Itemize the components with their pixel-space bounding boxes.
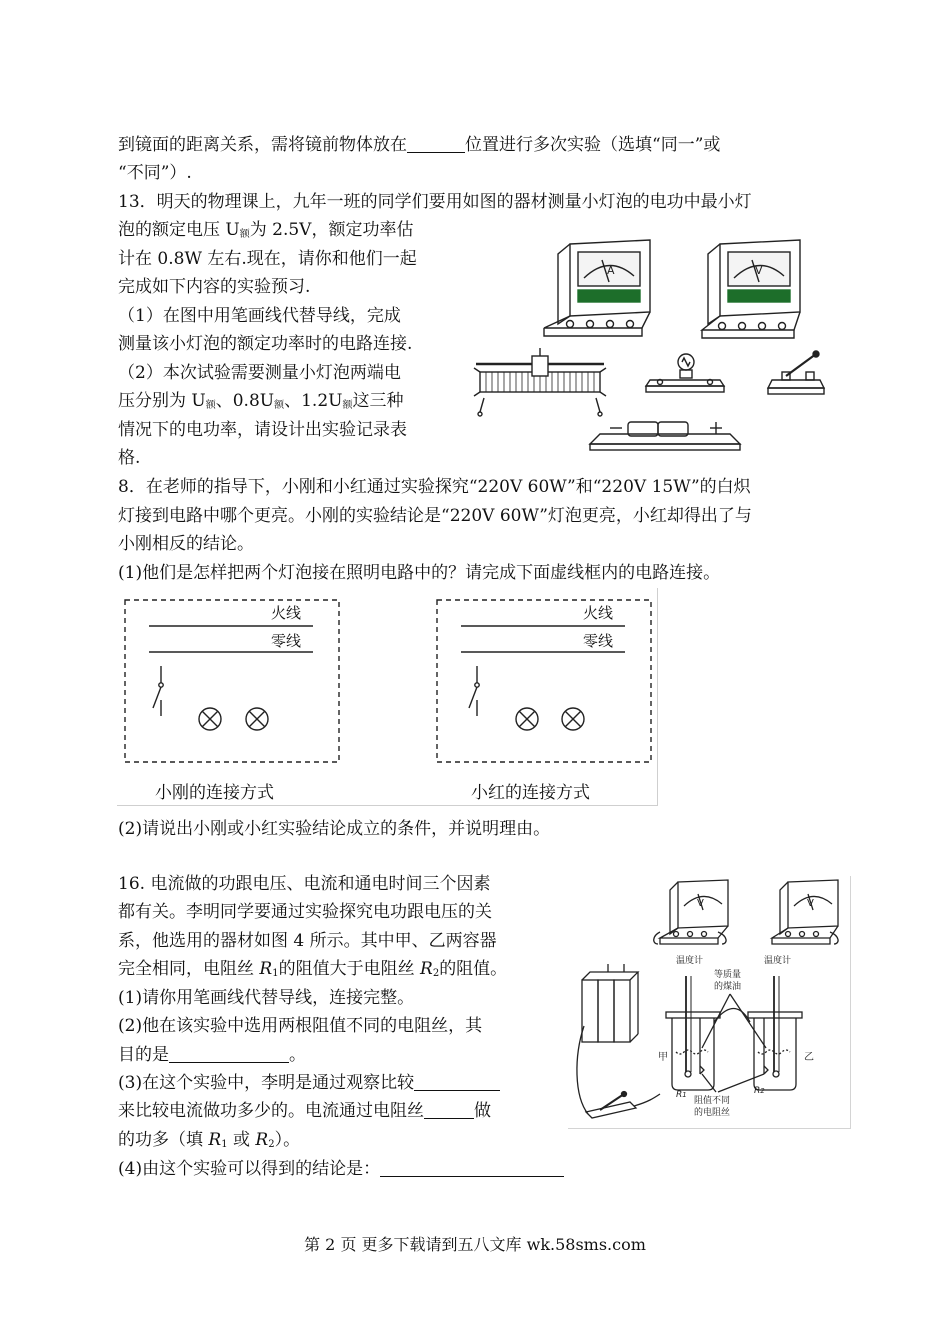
left-switch-icon <box>153 666 163 716</box>
q12-text-a: 到镜面的距离关系，需将镜前物体放在 <box>118 135 407 155</box>
q13-part2-line-4: 格. <box>118 448 141 468</box>
q16-line-1: 16. 电流做的功跟电压、电流和通电时间三个因素 <box>118 874 491 894</box>
q13-part2-line-1: （2）本次试验需要测量小灯泡两端电 <box>118 363 401 383</box>
q16-line-4 <box>118 958 507 985</box>
q16-line-2: 都有关。李明同学要通过实验探究电功跟电压的关 <box>118 902 492 922</box>
q16-text: 的阻值大于电阻丝 <box>278 959 420 979</box>
answer-blank <box>414 1074 500 1091</box>
q13-text: 泡的额定电压 U <box>118 220 240 240</box>
answer-blank <box>407 136 465 153</box>
switch-icon <box>768 351 824 394</box>
battery-holder-icon <box>590 422 740 450</box>
q13-text: 压分别为 U <box>118 391 206 411</box>
subscript: 2 <box>432 968 440 979</box>
q8-part1: (1)他们是怎样把两个灯泡接在照明电路中的？请完成下面虚线框内的电路连接。 <box>118 563 721 583</box>
thermometer-right-label: 温度计 <box>764 956 792 966</box>
q16-text: 来比较电流做功多少的。电流通过电阻丝 <box>118 1101 424 1121</box>
q16-part1: (1)请你用笔画线代替导线，连接完整。 <box>118 988 415 1008</box>
q13-line-2 <box>118 219 413 246</box>
q16-part2-line-2 <box>118 1044 306 1066</box>
q8-line-2: 灯接到电路中哪个更亮。小刚的实验结论是“220V 60W”灯泡更亮，小红却得出了与 <box>118 506 752 526</box>
voltmeter-right-icon <box>772 880 838 944</box>
r1-text: R <box>676 1090 683 1100</box>
q13-text: 、0.8U <box>215 391 275 411</box>
left-lamp-icon-1 <box>199 708 221 730</box>
q16-part3-line-1 <box>118 1072 500 1094</box>
q16-text: ）。 <box>274 1130 301 1150</box>
q13-part2-line-3: 情况下的电功率，请设计出实验记录表 <box>118 420 407 440</box>
q13-part2-line-2 <box>118 390 403 417</box>
var-r: R <box>208 1130 222 1150</box>
q16-text: 的阻值。 <box>439 959 508 979</box>
subscript: 额 <box>239 229 250 240</box>
voltmeter-left-label: V <box>697 898 704 909</box>
q16-text: 完全相同，电阻丝 <box>118 959 260 979</box>
q16-text: (4)由这个实验可以得到的结论是： <box>118 1159 381 1179</box>
q13-line-1: 13．明天的物理课上，九年一班的同学们要用如图的器材测量小灯泡的电功中最小灯 <box>118 192 752 212</box>
q8-part2: (2)请说出小刚或小红实验结论成立的条件，并说明理由。 <box>118 819 551 839</box>
r2-label <box>754 1086 765 1097</box>
var-r: R <box>259 959 273 979</box>
left-lamp-icon-2 <box>246 708 268 730</box>
q16-part3-line-2 <box>118 1100 491 1122</box>
diff-resistance-label-2: 的电阻丝 <box>694 1108 731 1118</box>
q8-line-3: 小刚相反的结论。 <box>118 534 254 554</box>
subscript: 1 <box>272 968 279 979</box>
switch-icon <box>586 1092 636 1119</box>
battery-icon <box>582 964 638 1042</box>
caption-xiaohong: 小红的连接方式 <box>471 783 590 803</box>
right-dashed-box <box>437 600 651 762</box>
voltmeter-label: V <box>755 264 763 277</box>
q8-circuit-figure <box>117 588 658 806</box>
q16-text: 目的是 <box>118 1045 169 1065</box>
q16-part3-line-3 <box>118 1129 300 1156</box>
q16-line-3: 系，他选用的器材如图 4 所示。其中甲、乙两容器 <box>118 931 497 951</box>
subscript: 额 <box>205 400 216 411</box>
q12-text-b: 位置进行多次实验（选填“同一”或 <box>465 135 721 155</box>
q16-part4 <box>118 1158 564 1180</box>
r2-sub: 2 <box>760 1087 765 1095</box>
rheostat-icon <box>474 348 606 416</box>
left-dashed-box <box>125 600 339 762</box>
q16-part2-line-1: (2)他在该实验中选用两根阻值不同的电阻丝，其 <box>118 1016 483 1036</box>
right-neutral-label: 零线 <box>583 632 614 650</box>
q8-line-1: 8．在老师的指导下，小刚和小红通过实验探究“220V 60W”和“220V 15W”的白炽 <box>118 477 751 497</box>
answer-blank <box>424 1102 474 1119</box>
container-jia-label: 甲 <box>658 1052 668 1063</box>
q16-text: 的功多（填 <box>118 1130 209 1150</box>
q16-text: 或 <box>227 1130 256 1150</box>
r1-label <box>676 1090 687 1101</box>
circuit-drawing <box>117 588 657 805</box>
q13-part1-line-2: 测量该小灯泡的额定功率时的电路连接. <box>118 334 413 354</box>
q13-text: 为 2.5V，额定功率估 <box>249 220 414 240</box>
subscript: 1 <box>221 1139 228 1150</box>
kerosene-label-2: 的煤油 <box>714 982 742 992</box>
answer-blank <box>380 1160 564 1177</box>
q16-apparatus-figure <box>568 876 851 1129</box>
equipment-drawing <box>470 232 832 458</box>
lamp-holder-icon <box>646 354 724 392</box>
ammeter-label: A <box>607 264 615 277</box>
right-switch-icon <box>469 666 479 716</box>
right-lamp-icon-2 <box>562 708 584 730</box>
left-live-label: 火线 <box>271 604 302 622</box>
kerosene-label-1: 等质量 <box>714 970 742 980</box>
r1-sub: 1 <box>682 1091 687 1099</box>
q13-part1-line-1: （1）在图中用笔画线代替导线，完成 <box>118 306 401 326</box>
var-r: R <box>420 959 433 979</box>
r2-text: R <box>754 1086 761 1096</box>
voltmeter-right-label: V <box>807 898 814 909</box>
apparatus-drawing <box>568 876 850 1128</box>
q13-text: 这三种 <box>352 391 404 411</box>
q12-line-2: “不同”）. <box>118 163 192 183</box>
page-footer: 第 2 页 更多下载请到五八文库 wk.58sms.com <box>304 1235 646 1254</box>
caption-xiaogang: 小刚的连接方式 <box>155 783 274 803</box>
ammeter-icon <box>544 240 650 336</box>
answer-blank <box>169 1046 289 1063</box>
left-neutral-label: 零线 <box>271 632 302 650</box>
voltmeter-icon <box>702 240 800 338</box>
q16-text: 。 <box>289 1045 306 1065</box>
right-live-label: 火线 <box>583 604 614 622</box>
subscript: 2 <box>268 1139 275 1150</box>
diff-resistance-label-1: 阻值不同 <box>694 1096 731 1106</box>
subscript: 额 <box>274 400 285 411</box>
q16-text: (3)在这个实验中，李明是通过观察比较 <box>118 1073 415 1093</box>
q13-line-4: 完成如下内容的实验预习. <box>118 277 311 297</box>
q13-text: 、1.2U <box>284 391 343 411</box>
beaker-left-icon <box>666 976 720 1090</box>
q13-line-3: 计在 0.8W 左右.现在，请你和他们一起 <box>118 249 417 269</box>
thermometer-left-label: 温度计 <box>676 956 704 966</box>
q13-equipment-figure <box>470 232 832 458</box>
var-r: R <box>255 1130 269 1150</box>
q12-line-1 <box>118 134 720 156</box>
right-lamp-icon-1 <box>516 708 538 730</box>
q16-text: 做 <box>474 1101 491 1121</box>
wire-from-switch <box>634 1094 660 1106</box>
container-yi-label: 乙 <box>804 1052 814 1063</box>
subscript: 额 <box>342 400 353 411</box>
voltmeter-left-icon <box>654 880 728 944</box>
